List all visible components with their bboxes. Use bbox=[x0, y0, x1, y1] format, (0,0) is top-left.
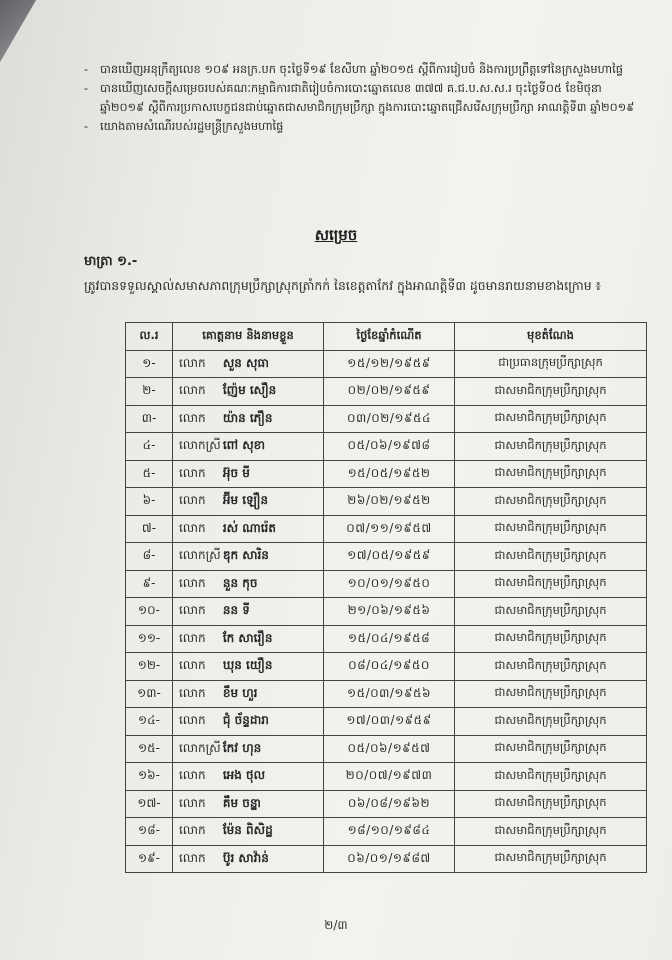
position: ជាសមាជិកក្រុមប្រឹក្សាស្រុក bbox=[455, 378, 647, 406]
table-body bbox=[126, 350, 647, 873]
row-number: ៨- bbox=[126, 543, 173, 571]
position: ជាសមាជិកក្រុមប្រឹក្សាស្រុក bbox=[455, 625, 647, 653]
table-row bbox=[126, 845, 647, 873]
preamble-text: បានឃើញអនុក្រឹត្យលេខ ១០៩ អនក្រ.បក ចុះថ្ងៃទី១៩ ខែសីហា ឆ្នាំ២០១៥ ស្តីពីការរៀបចំ និងការប្រព្រឹត្តទៅនៃក្រសួងមហាផ្ទៃ bbox=[100, 62, 623, 76]
member-name-cell bbox=[173, 460, 324, 488]
row-number: ១៨- bbox=[126, 818, 173, 846]
date-of-birth: ០២/០២/១៩៥៩ bbox=[324, 378, 455, 406]
member-name: ឃុន យឿន bbox=[222, 658, 273, 673]
table-row bbox=[126, 708, 647, 736]
member-name: កែវ ហុន bbox=[222, 740, 262, 755]
member-name: ខឹម ហួរ bbox=[222, 685, 258, 700]
row-number: ១- bbox=[126, 350, 173, 378]
row-number: ១៩- bbox=[126, 845, 173, 873]
member-title: លោក bbox=[179, 713, 206, 728]
position: ជាសមាជិកក្រុមប្រឹក្សាស្រុក bbox=[455, 570, 647, 598]
member-name: ជុំ ច័ន្ទដារា bbox=[222, 713, 269, 728]
council-members-table bbox=[125, 322, 647, 873]
member-title: លោក bbox=[179, 658, 206, 673]
member-name-cell bbox=[173, 625, 324, 653]
member-name: រស់ ណារ៉េត bbox=[222, 520, 276, 535]
table-row bbox=[126, 763, 647, 791]
table-row bbox=[126, 680, 647, 708]
table-row bbox=[126, 570, 647, 598]
date-of-birth: ១៥/១២/១៩៥៩ bbox=[324, 350, 455, 378]
member-name-cell bbox=[173, 653, 324, 681]
row-number: ១១- bbox=[126, 625, 173, 653]
position: ជាសមាជិកក្រុមប្រឹក្សាស្រុក bbox=[455, 735, 647, 763]
member-name: នួន កុច bbox=[222, 575, 258, 590]
member-name: អេង ថុល bbox=[222, 768, 266, 783]
preamble bbox=[84, 60, 644, 136]
member-name-cell bbox=[173, 515, 324, 543]
table-row bbox=[126, 515, 647, 543]
member-title: លោក bbox=[179, 465, 206, 480]
member-title: លោក bbox=[179, 823, 206, 838]
date-of-birth: ០៨/០៤/១៩៥០ bbox=[324, 653, 455, 681]
member-name-cell bbox=[173, 790, 324, 818]
member-name-cell bbox=[173, 680, 324, 708]
date-of-birth: ២១/០៦/១៩៥៦ bbox=[324, 598, 455, 626]
position: ជាសមាជិកក្រុមប្រឹក្សាស្រុក bbox=[455, 488, 647, 516]
member-name: អ៊ុច មី bbox=[222, 465, 250, 480]
date-of-birth: ១៥/០៥/១៩៥២ bbox=[324, 460, 455, 488]
position: ជាសមាជិកក្រុមប្រឹក្សាស្រុក bbox=[455, 680, 647, 708]
row-number: ១៣- bbox=[126, 680, 173, 708]
member-name: ប៊ូរ សាវ៉ាន់ bbox=[222, 850, 269, 865]
position: ជាសមាជិកក្រុមប្រឹក្សាស្រុក bbox=[455, 708, 647, 736]
member-title: លោក bbox=[179, 520, 206, 535]
article-label: មាត្រា ១.- bbox=[84, 254, 138, 269]
position: ជាសមាជិកក្រុមប្រឹក្សាស្រុក bbox=[455, 818, 647, 846]
member-name-cell bbox=[173, 378, 324, 406]
member-name: ញ៉ែម សឿន bbox=[222, 383, 277, 398]
position: ជាសមាជិកក្រុមប្រឹក្សាស្រុក bbox=[455, 653, 647, 681]
table-row bbox=[126, 735, 647, 763]
date-of-birth: ១៧/០៥/១៩៥៩ bbox=[324, 543, 455, 571]
position: ជាសមាជិកក្រុមប្រឹក្សាស្រុក bbox=[455, 598, 647, 626]
member-name-cell bbox=[173, 845, 324, 873]
member-title: លោកស្រី bbox=[179, 438, 221, 453]
date-of-birth: ០៥/០៦/១៩៥៧ bbox=[324, 735, 455, 763]
table-row bbox=[126, 598, 647, 626]
decision-heading: សម្រេច bbox=[314, 226, 358, 244]
date-of-birth: ១៥/០៣/១៩៥៦ bbox=[324, 680, 455, 708]
member-title: លោក bbox=[179, 768, 206, 783]
date-of-birth: ០៦/០១/១៩៨៧ bbox=[324, 845, 455, 873]
member-title: លោក bbox=[179, 355, 206, 370]
position: ជាសមាជិកក្រុមប្រឹក្សាស្រុក bbox=[455, 845, 647, 873]
date-of-birth: ១៥/០៤/១៩៥៨ bbox=[324, 625, 455, 653]
table-row bbox=[126, 625, 647, 653]
row-number: ៧- bbox=[126, 515, 173, 543]
position: ជាសមាជិកក្រុមប្រឹក្សាស្រុក bbox=[455, 460, 647, 488]
row-number: ១៦- bbox=[126, 763, 173, 791]
member-name-cell bbox=[173, 818, 324, 846]
member-name-cell bbox=[173, 763, 324, 791]
page-number: ២/៣ bbox=[324, 918, 348, 932]
member-name: ម៉ែន ពិសិដ្ឋ bbox=[222, 823, 273, 838]
date-of-birth: ១៨/១០/១៩៨៤ bbox=[324, 818, 455, 846]
table-row bbox=[126, 378, 647, 406]
member-title: លោកស្រី bbox=[179, 740, 221, 755]
member-name: ពៅ សុខា bbox=[222, 438, 266, 453]
header-date-of-birth: ថ្ងៃខែឆ្នាំកំណើត bbox=[324, 323, 455, 351]
row-number: ៦- bbox=[126, 488, 173, 516]
position: ជាសមាជិកក្រុមប្រឹក្សាស្រុក bbox=[455, 543, 647, 571]
member-name-cell bbox=[173, 543, 324, 571]
member-title: លោក bbox=[179, 575, 206, 590]
date-of-birth: ២៦/០២/១៩៥២ bbox=[324, 488, 455, 516]
member-name-cell bbox=[173, 433, 324, 461]
member-name-cell bbox=[173, 488, 324, 516]
member-name-cell bbox=[173, 350, 324, 378]
member-name-cell bbox=[173, 570, 324, 598]
table-row bbox=[126, 790, 647, 818]
position: ជាសមាជិកក្រុមប្រឹក្សាស្រុក bbox=[455, 405, 647, 433]
preamble-item bbox=[84, 117, 644, 136]
position: ជាសមាជិកក្រុមប្រឹក្សាស្រុក bbox=[455, 790, 647, 818]
row-number: ៥- bbox=[126, 460, 173, 488]
member-name: នន ទី bbox=[222, 603, 250, 618]
member-name: សួន សុធា bbox=[222, 355, 269, 370]
member-name: គឹម ចន្ថ្នា bbox=[222, 795, 262, 810]
position: ជាសមាជិកក្រុមប្រឹក្សាស្រុក bbox=[455, 763, 647, 791]
member-name: អ៊ីម ឡឿន bbox=[222, 493, 269, 508]
preamble-dash: - bbox=[84, 62, 89, 76]
member-title: លោកស្រី bbox=[179, 548, 221, 563]
table-row bbox=[126, 350, 647, 378]
table-row bbox=[126, 433, 647, 461]
member-title: លោក bbox=[179, 850, 206, 865]
row-number: ១៥- bbox=[126, 735, 173, 763]
preamble-item bbox=[84, 60, 644, 79]
member-name-cell bbox=[173, 708, 324, 736]
article-intro: ត្រូវបានទទួលស្គាល់សមាសភាពក្រុមប្រឹក្សាស្រុកត្រាំកក់ នៃខេត្តតាកែវ ក្នុងអាណត្តិទី៣ ដូចមានរាយនាមខាងក្រោម ៖ bbox=[84, 278, 601, 293]
member-name-cell bbox=[173, 735, 324, 763]
preamble-text: យោងតាមសំណើរបស់រដ្ឋមន្ត្រីក្រសួងមហាផ្ទៃ bbox=[100, 119, 284, 133]
row-number: ១៧- bbox=[126, 790, 173, 818]
preamble-item bbox=[84, 79, 644, 117]
member-title: លោក bbox=[179, 410, 206, 425]
member-name: យ៉ាន ភឿន bbox=[222, 410, 273, 425]
member-title: លោក bbox=[179, 685, 206, 700]
date-of-birth: ២០/០៧/១៩៧៣ bbox=[324, 763, 455, 791]
date-of-birth: ១០/០១/១៩៥០ bbox=[324, 570, 455, 598]
row-number: ១៤- bbox=[126, 708, 173, 736]
member-name-cell bbox=[173, 405, 324, 433]
preamble-text: បានឃើញសេចក្តីសម្រេចរបស់គណៈកម្មាធិការជាតិរៀបចំការបោះឆ្នោតលេខ ៣៧៧ គ.ជ.ប.ស.ស.រ ចុះថ្ងៃទី០៥ ខែមិថុនា ឆ្នាំ២០១៩ ស្តីពីការប្រកាសបេក្ខជនជាប់ឆ្នោតជាសមាជិកក្រុមប្រឹក្សា ក្នុងការបោះឆ្នោតជ្រើសរើសក្រុមប្រឹក្សា អាណត្តិទី៣ ឆ្នាំ២០១៩ bbox=[100, 81, 635, 114]
position: ជាសមាជិកក្រុមប្រឹក្សាស្រុក bbox=[455, 433, 647, 461]
row-number: ៩- bbox=[126, 570, 173, 598]
date-of-birth: ០៧/១១/១៩៥៧ bbox=[324, 515, 455, 543]
date-of-birth: ០៥/០៦/១៩៧៨ bbox=[324, 433, 455, 461]
position: ជាប្រធានក្រុមប្រឹក្សាស្រុក bbox=[455, 350, 647, 378]
member-title: លោក bbox=[179, 383, 206, 398]
date-of-birth: ១៧/០៣/១៩៥៩ bbox=[324, 708, 455, 736]
row-number: ៤- bbox=[126, 433, 173, 461]
table-row bbox=[126, 405, 647, 433]
member-title: លោក bbox=[179, 603, 206, 618]
table-row bbox=[126, 488, 647, 516]
date-of-birth: ០៦/០៨/១៩៦២ bbox=[324, 790, 455, 818]
row-number: ១២- bbox=[126, 653, 173, 681]
table-row bbox=[126, 653, 647, 681]
member-title: លោក bbox=[179, 795, 206, 810]
member-title: លោក bbox=[179, 493, 206, 508]
member-name-cell bbox=[173, 598, 324, 626]
row-number: ៣- bbox=[126, 405, 173, 433]
table-header-row bbox=[126, 323, 647, 351]
table-row bbox=[126, 460, 647, 488]
preamble-dash: - bbox=[84, 119, 89, 133]
header-position: មុខតំណែង bbox=[455, 323, 647, 351]
preamble-dash: - bbox=[84, 81, 89, 95]
header-number: ល.រ bbox=[126, 323, 173, 351]
header-name: គោត្តនាម និងនាមខ្លួន bbox=[173, 323, 324, 351]
date-of-birth: ០៣/០២/១៩៥៤ bbox=[324, 405, 455, 433]
row-number: ១០- bbox=[126, 598, 173, 626]
row-number: ២- bbox=[126, 378, 173, 406]
member-name: ឌុក សារិន bbox=[222, 548, 269, 563]
member-title: លោក bbox=[179, 630, 206, 645]
member-name: កែ សារឿន bbox=[222, 630, 273, 645]
table-row bbox=[126, 543, 647, 571]
position: ជាសមាជិកក្រុមប្រឹក្សាស្រុក bbox=[455, 515, 647, 543]
table-row bbox=[126, 818, 647, 846]
